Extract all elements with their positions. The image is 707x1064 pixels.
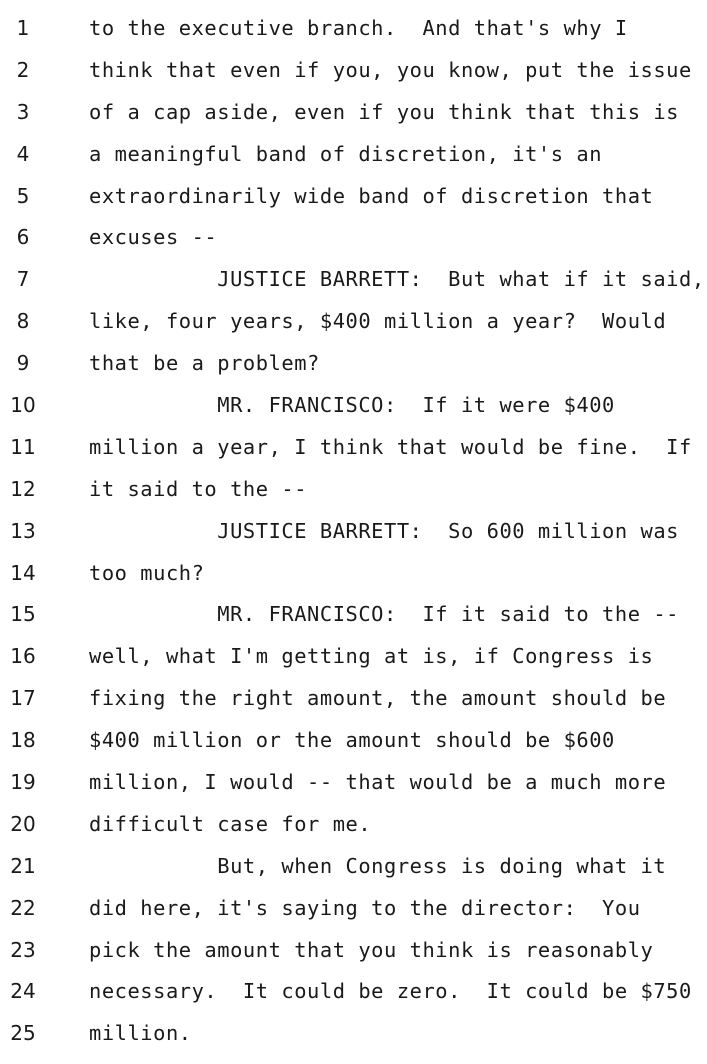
line-text: million. — [89, 1021, 192, 1046]
line-text: to the executive branch. And that's why I — [89, 16, 628, 40]
line-number: 10 — [10, 393, 36, 418]
transcript-line — [0, 636, 707, 678]
transcript-line — [0, 804, 707, 846]
line-text: think that even if you, you know, put the issue — [89, 57, 692, 82]
line-text: necessary. It could be zero. It could be $750 — [89, 979, 692, 1004]
transcript-line — [0, 134, 707, 176]
line-number: 20 — [10, 811, 36, 836]
transcript-line — [0, 427, 707, 469]
line-text: million, I would -- that would be a much more — [89, 770, 667, 795]
transcript-line — [0, 1013, 707, 1055]
transcript-line — [0, 176, 707, 218]
line-number: 16 — [10, 644, 36, 669]
line-number: 19 — [10, 770, 36, 795]
line-number: 6 — [16, 225, 30, 250]
line-text: like, four years, $400 million a year? Would — [89, 309, 667, 334]
line-number: 2 — [16, 57, 30, 82]
line-text: of a cap aside, even if you think that this is — [89, 99, 680, 124]
transcript-line — [0, 301, 707, 343]
transcript-line — [0, 385, 707, 427]
line-text: a meaningful band of discretion, it's an — [89, 141, 603, 166]
line-text: $400 million or the amount should be $600 — [89, 728, 615, 753]
line-number: 4 — [16, 141, 30, 166]
line-number: 22 — [10, 895, 36, 920]
transcript-line — [0, 971, 707, 1013]
line-text: JUSTICE BARRETT: So 600 million was — [89, 518, 680, 543]
line-number: 13 — [10, 518, 36, 543]
line-number: 11 — [10, 434, 36, 459]
line-text: But, when Congress is doing what it — [89, 853, 667, 878]
line-text: well, what I'm getting at is, if Congress is — [89, 644, 654, 669]
line-text: MR. FRANCISCO: If it were $400 — [89, 393, 615, 418]
line-number: 9 — [16, 351, 30, 376]
transcript-line — [0, 50, 707, 92]
line-number: 12 — [10, 476, 36, 501]
transcript-line — [0, 8, 707, 50]
line-text: MR. FRANCISCO: If it said to the -- — [89, 602, 680, 627]
line-number: 25 — [10, 1021, 36, 1046]
line-text: that be a problem? — [89, 351, 320, 376]
line-number: 17 — [10, 686, 36, 711]
transcript-line — [0, 343, 707, 385]
line-text: excuses -- — [89, 225, 218, 250]
line-number: 8 — [16, 309, 30, 334]
line-number: 3 — [16, 99, 30, 124]
transcript-line — [0, 678, 707, 720]
line-number: 21 — [10, 853, 36, 878]
line-number: 23 — [10, 937, 36, 962]
line-number: 7 — [16, 267, 30, 292]
transcript-page — [0, 8, 707, 1055]
transcript-line — [0, 594, 707, 636]
line-text: it said to the -- — [89, 476, 308, 501]
line-number: 1 — [16, 16, 30, 40]
line-text: difficult case for me. — [89, 811, 372, 836]
line-text: too much? — [89, 560, 205, 585]
line-number: 15 — [10, 602, 36, 627]
transcript-line — [0, 553, 707, 595]
transcript-line — [0, 846, 707, 888]
line-number: 24 — [10, 979, 36, 1004]
line-text: million a year, I think that would be fine. If — [89, 434, 692, 459]
transcript-line — [0, 469, 707, 511]
line-number: 5 — [16, 183, 30, 208]
line-text: did here, it's saying to the director: You — [89, 895, 641, 920]
transcript-line — [0, 259, 707, 301]
line-number: 14 — [10, 560, 36, 585]
line-number: 18 — [10, 728, 36, 753]
transcript-line — [0, 762, 707, 804]
transcript-line — [0, 930, 707, 972]
line-text: fixing the right amount, the amount should be — [89, 686, 667, 711]
line-text: extraordinarily wide band of discretion that — [89, 183, 654, 208]
transcript-line — [0, 720, 707, 762]
line-text: JUSTICE BARRETT: But what if it said, — [89, 267, 705, 292]
transcript-line — [0, 92, 707, 134]
transcript-line — [0, 217, 707, 259]
transcript-line — [0, 511, 707, 553]
line-text: pick the amount that you think is reasonably — [89, 937, 654, 962]
transcript-line — [0, 888, 707, 930]
